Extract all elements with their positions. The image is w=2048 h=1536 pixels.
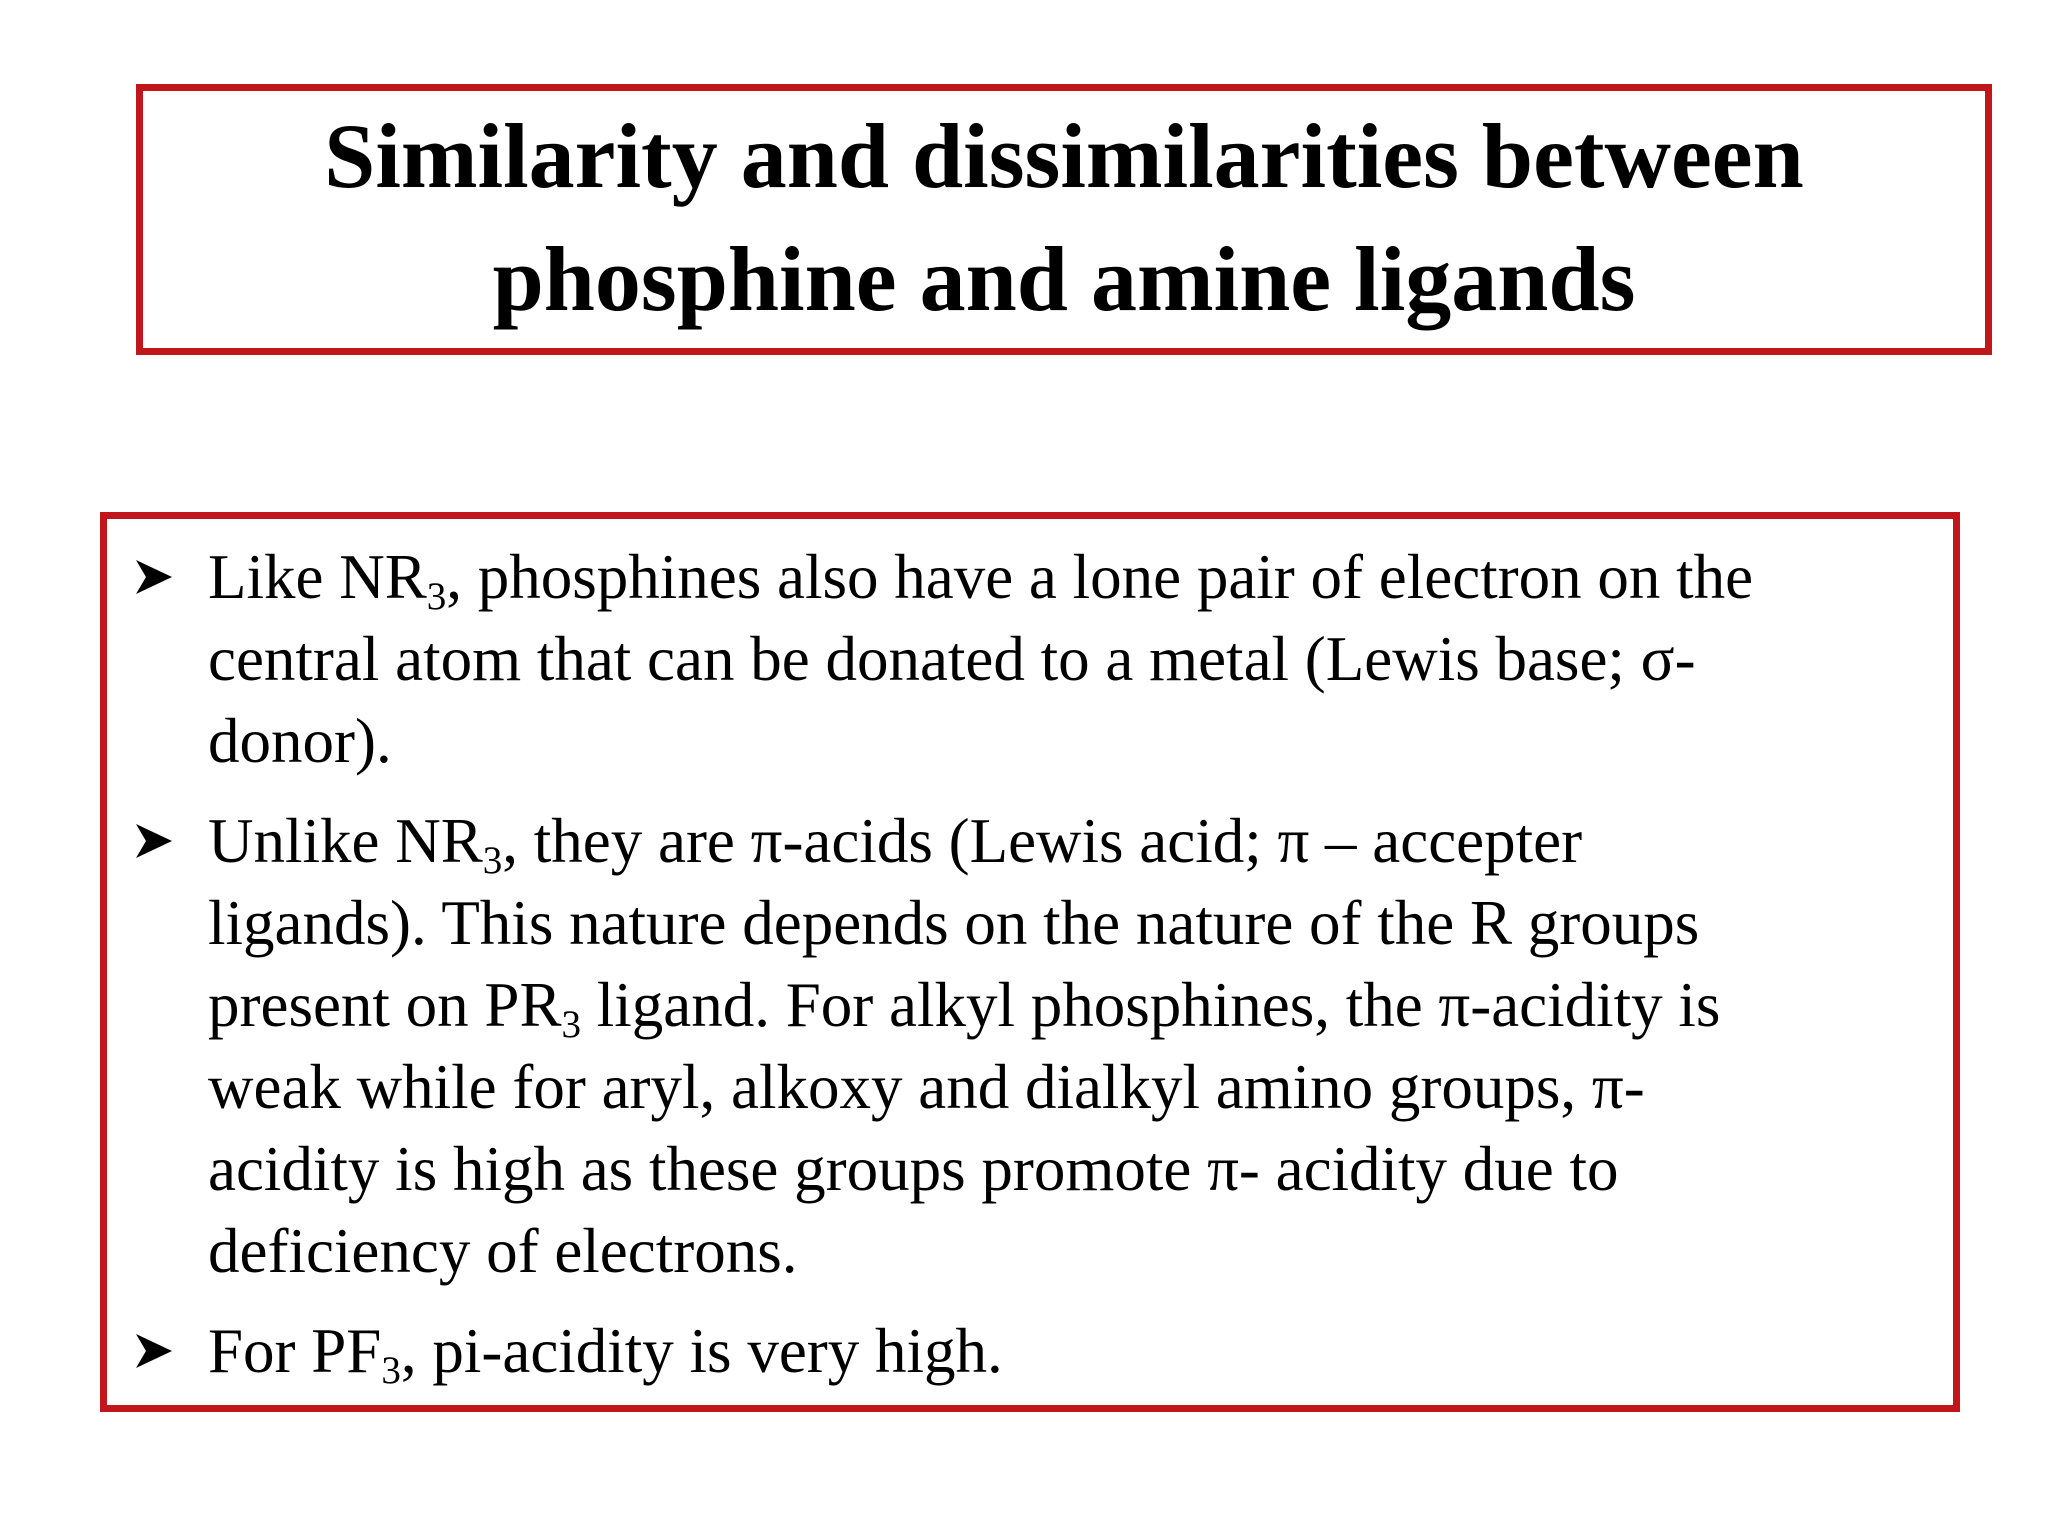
bullet-line: acidity is high as these groups promote π- acidity due to: [208, 1134, 1619, 1204]
arrowhead-bullet-icon: [134, 800, 176, 882]
arrowhead-bullet-icon: [134, 1310, 176, 1392]
bullet-line: Like $NR_3$, phosphines also have a lone pair of electron on the: [208, 542, 1754, 618]
bullet-item: [107, 536, 1953, 782]
bullet-line: deficiency of electrons.: [208, 1216, 798, 1286]
arrowhead-bullet-icon: [134, 536, 176, 618]
bullet-item: [107, 800, 1953, 1292]
content-frame: [100, 512, 1960, 1412]
title-line-2: phosphine and amine ligands: [492, 227, 1636, 330]
bullet-list: [107, 536, 1953, 1410]
bullet-line: ligands). This nature depends on the nature of the R groups: [208, 888, 1700, 958]
bullet-line: For $PF_3$, pi-acidity is very high.: [208, 1316, 1003, 1392]
bullet-line: donor).: [208, 706, 392, 776]
title-line-1: Similarity and dissimilarities between: [324, 104, 1804, 207]
bullet-item: [107, 1310, 1953, 1392]
bullet-line: Unlike $NR_3$, they are π-acids (Lewis acid; π – accepter: [208, 806, 1583, 882]
bullet-line: central atom that can be donated to a metal (Lewis base; σ-: [208, 624, 1696, 694]
title-frame: [136, 84, 1992, 355]
bullet-line: present on $PR_3$ ligand. For alkyl phosphines, the π-acidity is: [208, 970, 1721, 1046]
slide-title: [324, 95, 1804, 341]
bullet-line: weak while for aryl, alkoxy and dialkyl amino groups, π-: [208, 1052, 1645, 1122]
